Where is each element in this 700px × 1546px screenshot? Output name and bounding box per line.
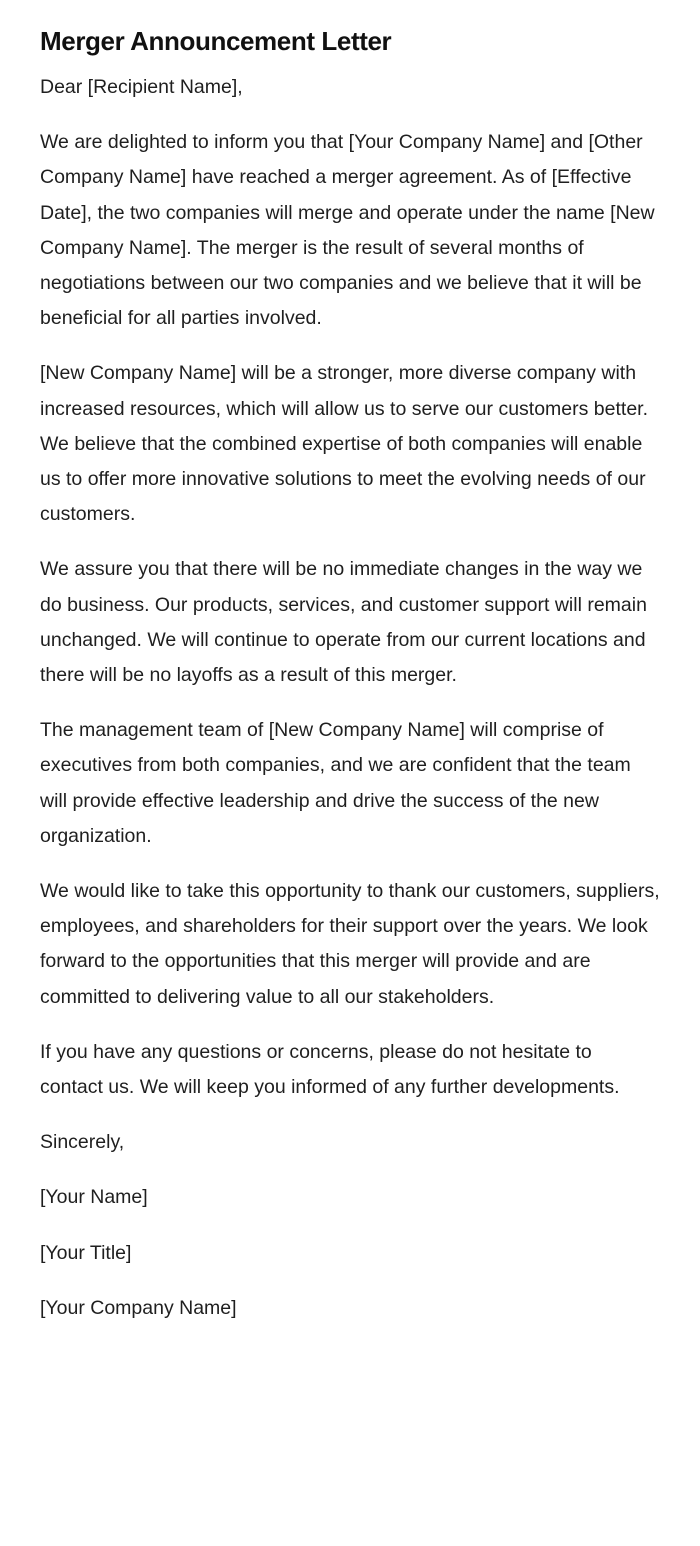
body-paragraph-6: If you have any questions or concerns, please do not hesitate to contact us. We will keep you informed of any further developments. (40, 1040, 620, 1099)
page-title: Merger Announcement Letter (40, 26, 392, 56)
body-paragraph-1: We are delighted to inform you that [Your Company Name] and [Other Company Name] have reached a merger agreement. As of [Effective Date], the two companies will merge and operate under the name [New Company Name]. The merger is the result of several months of negotiations between our two companies and we believe that it will be beneficial for all parties involved. (40, 131, 655, 330)
closing: Sincerely, (40, 1131, 125, 1154)
body-paragraph-3: We assure you that there will be no immediate changes in the way we do business. Our products, services, and customer support will remain unchanged. We will continue to operate from our current locations and there will be no layoffs as a result of this merger. (40, 558, 647, 687)
body-paragraph-2: [New Company Name] will be a stronger, more diverse company with increased resources, which will allow us to serve our customers better. We believe that the combined expertise of both companies will enable us to offer more innovative solutions to meet the evolving needs of our customers. (40, 362, 649, 526)
body-paragraph-5: We would like to take this opportunity to thank our customers, suppliers, employees, and shareholders for their support over the years. We look forward to the opportunities that this merger will provide and are committed to delivering value to all our stakeholders. (40, 880, 660, 1008)
signature-title: [Your Title] (40, 1241, 132, 1264)
body-paragraph-4: The management team of [New Company Name] will comprise of executives from both companies, and we are confident that the team will provide effective leadership and drive the success of the new organization. (40, 719, 631, 847)
signature-company: [Your Company Name] (40, 1296, 237, 1319)
signature-name: [Your Name] (40, 1186, 148, 1209)
greeting: Dear [Recipient Name], (40, 76, 243, 98)
